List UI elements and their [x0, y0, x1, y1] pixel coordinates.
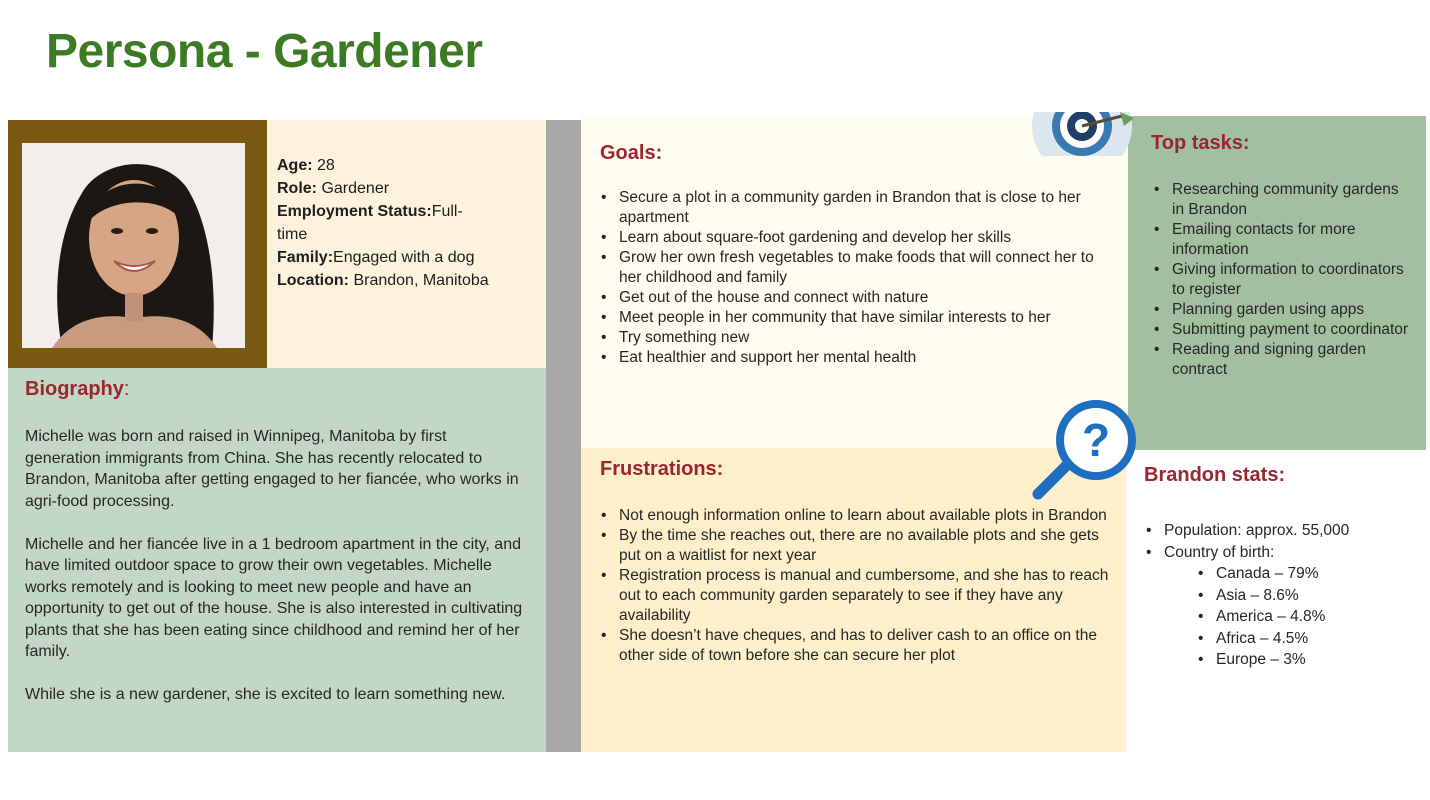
list-item: • Reading and signing garden contract: [1152, 340, 1412, 380]
employment-value: Full-: [431, 203, 463, 220]
list-item: • She doesn’t have cheques, and has to deliver cash to an office on the other side of town before she can secure her plot: [599, 626, 1114, 666]
list-item: • Asia – 8.6%: [1196, 585, 1424, 607]
employment-line: [277, 200, 489, 223]
country-list: [1164, 563, 1424, 671]
list-item: • By the time she reaches out, there are no available plots and she gets put on a waitlist for next year: [599, 526, 1114, 566]
family-value: Engaged with a dog: [333, 249, 475, 266]
list-item: • Registration process is manual and cumbersome, and she has to reach out to each community garden separately to see if they have any availability: [599, 566, 1114, 626]
profile-panel: [267, 120, 546, 368]
employment-label: Employment Status:: [277, 203, 432, 220]
location-line: [277, 269, 489, 292]
list-item: • Learn about square-foot gardening and develop her skills: [599, 228, 1109, 248]
population-item: • Population: approx. 55,000: [1144, 520, 1424, 542]
goals-list: [599, 188, 1109, 368]
photo-frame: [8, 120, 267, 368]
list-item: • Emailing contacts for more information: [1152, 220, 1412, 260]
list-item: • Get out of the house and connect with nature: [599, 288, 1109, 308]
role-line: [277, 177, 489, 200]
divider: [546, 120, 581, 752]
frustrations-list: [599, 506, 1114, 666]
employment-value-2: time: [277, 226, 308, 243]
biography-paragraph: Michelle was born and raised in Winnipeg, Manitoba by first generation immigrants from China. She has recently relocated to Brandon, Manitoba after getting engaged to her fiancée, who works in agri-food processing.: [25, 428, 519, 510]
page-title: Persona - Gardener: [46, 25, 483, 78]
family-line: [277, 246, 489, 269]
employment-line-2: [277, 223, 489, 246]
frustrations-heading: Frustrations:: [600, 458, 724, 480]
list-item: • Submitting payment to coordinator: [1152, 320, 1412, 340]
goals-panel: [581, 116, 1128, 448]
age-label: Age:: [277, 157, 313, 174]
goals-heading: Goals:: [600, 142, 663, 164]
country-label: Country of birth:: [1164, 543, 1275, 561]
role-value: Gardener: [321, 180, 390, 197]
biography-paragraph: Michelle and her fiancée live in a 1 bedroom apartment in the city, and have limited outdoor space to grow their own vegetables. Michelle works remotely and is looking to meet new people and have an opportunity to get out of the house. She is also interested in cultivating plants that she has been eating since childhood and remind her of her family.: [25, 535, 523, 660]
svg-text:?: ?: [1081, 414, 1111, 466]
list-item: • Eat healthier and support her mental health: [599, 348, 1109, 368]
stats-panel: [1128, 450, 1426, 752]
list-item: • Africa – 4.5%: [1196, 628, 1424, 650]
list-item: • Planning garden using apps: [1152, 300, 1412, 320]
family-label: Family:: [277, 249, 334, 266]
age-line: [277, 154, 489, 177]
list-item: • Secure a plot in a community garden in Brandon that is close to her apartment: [599, 188, 1109, 228]
location-value: Brandon, Manitoba: [353, 272, 489, 289]
biography-panel: [8, 368, 546, 752]
target-icon: [1030, 112, 1138, 156]
biography-paragraph: While she is a new gardener, she is excited to learn something new.: [25, 686, 506, 703]
top-tasks-list: [1152, 180, 1412, 380]
list-item: • Try something new: [599, 328, 1109, 348]
biography-heading: [25, 378, 129, 401]
list-item: • Europe – 3%: [1196, 649, 1424, 671]
list-item: • America – 4.8%: [1196, 606, 1424, 628]
role-label: Role:: [277, 180, 317, 197]
avatar: [22, 143, 245, 348]
stats-list: [1144, 520, 1424, 671]
location-label: Location:: [277, 272, 349, 289]
stats-heading: Brandon stats:: [1144, 464, 1286, 486]
age-value: 28: [317, 157, 335, 174]
list-item: • Not enough information online to learn about available plots in Brandon: [599, 506, 1114, 526]
biography-heading-suffix: :: [123, 378, 130, 400]
list-item: • Researching community gardens in Brandon: [1152, 180, 1412, 220]
list-item: • Giving information to coordinators to register: [1152, 260, 1412, 300]
top-tasks-panel: [1128, 116, 1426, 450]
list-item: • Canada – 79%: [1196, 563, 1424, 585]
biography-heading-text: Biography: [25, 378, 124, 400]
biography-text: [25, 426, 525, 727]
question-magnifier-icon: [1030, 400, 1144, 502]
top-tasks-heading: Top tasks:: [1151, 132, 1250, 154]
list-item: • Meet people in her community that have similar interests to her: [599, 308, 1109, 328]
list-item: • Grow her own fresh vegetables to make foods that will connect her to her childhood and family: [599, 248, 1109, 288]
country-item: [1144, 542, 1424, 671]
